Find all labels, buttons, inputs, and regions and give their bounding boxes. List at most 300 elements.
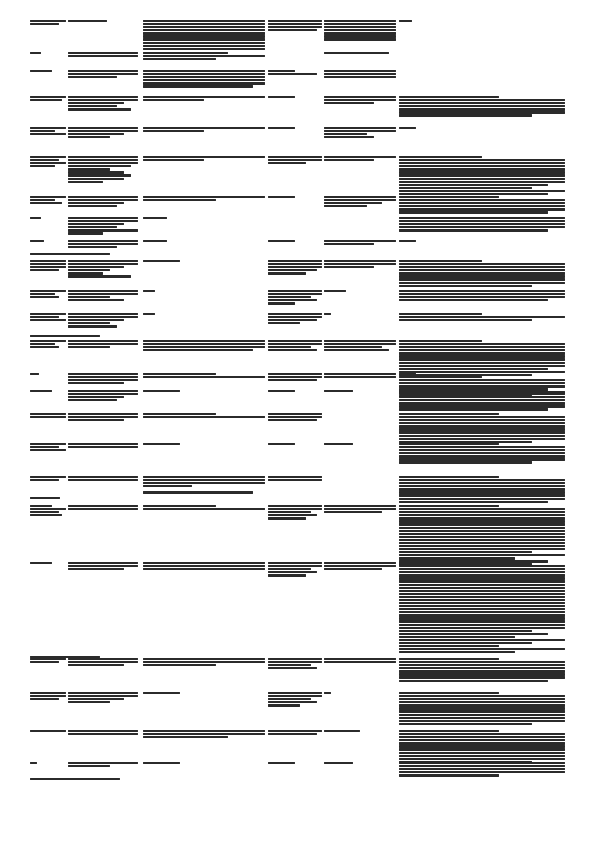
table-cell-c3 <box>143 443 265 446</box>
text-line <box>68 692 138 694</box>
text-line <box>399 673 565 675</box>
text-line <box>324 508 396 510</box>
text-line <box>30 416 66 418</box>
text-line <box>30 316 59 318</box>
text-line <box>268 299 317 301</box>
text-line <box>399 736 565 738</box>
table-cell-c2 <box>68 443 138 449</box>
table-cell-c1 <box>30 156 66 168</box>
text-line <box>268 479 322 481</box>
table-cell-c1 <box>30 313 66 322</box>
text-line <box>399 739 565 741</box>
text-line <box>30 313 66 315</box>
text-line <box>399 413 499 415</box>
text-line <box>268 413 322 415</box>
text-line <box>399 278 565 280</box>
text-line <box>399 438 565 440</box>
text-line <box>143 664 216 666</box>
text-line <box>399 168 565 170</box>
text-line <box>30 266 66 268</box>
text-line <box>143 508 265 510</box>
table-cell-c6 <box>399 340 565 377</box>
text-line <box>399 752 565 754</box>
text-line <box>324 23 396 25</box>
text-line <box>30 449 66 451</box>
text-line <box>68 661 138 663</box>
text-line <box>268 701 317 703</box>
text-line <box>399 658 499 660</box>
table-cell-c6 <box>399 692 565 726</box>
text-line <box>399 211 548 213</box>
table-cell-c2 <box>68 762 138 768</box>
text-line <box>143 240 167 242</box>
text-line <box>30 269 59 271</box>
text-line <box>399 99 565 101</box>
text-line <box>399 396 565 398</box>
table-cell-c3 <box>143 217 265 220</box>
text-line <box>30 695 66 697</box>
text-line <box>324 263 396 265</box>
table-cell-c4 <box>268 156 322 165</box>
text-line <box>143 73 265 75</box>
text-line <box>143 159 204 161</box>
text-line <box>68 565 138 567</box>
text-line <box>143 48 265 50</box>
table-cell-c4 <box>268 20 322 32</box>
table-cell-c1 <box>30 127 66 136</box>
table-cell-c5 <box>324 52 396 55</box>
text-line <box>143 156 265 158</box>
text-line <box>324 32 396 34</box>
text-line <box>399 692 499 694</box>
text-line <box>399 202 565 204</box>
text-line <box>399 184 548 186</box>
table-cell-c3 <box>143 476 265 494</box>
text-line <box>399 405 565 407</box>
text-line <box>399 296 565 298</box>
text-line <box>143 479 265 481</box>
table-cell-c2 <box>68 96 138 111</box>
text-line <box>268 313 322 315</box>
text-line <box>30 99 62 101</box>
text-line <box>30 658 66 660</box>
text-line <box>399 229 548 231</box>
text-line <box>68 479 138 481</box>
table-cell-c2 <box>68 290 138 302</box>
text-line <box>399 523 565 525</box>
text-line <box>268 20 322 22</box>
table-cell-c2 <box>68 413 138 422</box>
table-cell-c5 <box>324 443 396 446</box>
text-line <box>30 476 66 478</box>
text-line <box>68 319 124 321</box>
text-line <box>68 243 138 245</box>
table-cell-c3 <box>143 390 265 393</box>
text-line <box>399 508 565 510</box>
text-line <box>268 26 322 28</box>
text-line <box>68 379 138 381</box>
text-line <box>143 55 265 57</box>
text-line <box>324 692 331 694</box>
text-line <box>399 680 548 682</box>
table-cell-c2 <box>68 476 138 482</box>
text-line <box>399 419 565 421</box>
text-line <box>30 133 66 135</box>
text-line <box>143 505 216 507</box>
text-line <box>30 730 66 732</box>
table-cell-c6 <box>399 313 565 322</box>
text-line <box>399 452 565 454</box>
text-line <box>30 202 62 204</box>
table-cell-c1 <box>30 290 66 299</box>
table-cell-c2 <box>68 240 138 249</box>
text-line <box>30 390 52 392</box>
text-line <box>68 562 138 564</box>
table-cell-c6 <box>399 505 565 567</box>
text-line <box>399 443 499 445</box>
text-line <box>68 52 138 54</box>
text-line <box>268 343 322 345</box>
text-line <box>399 530 565 532</box>
text-line <box>399 565 565 567</box>
text-line <box>30 692 66 694</box>
text-line <box>68 376 138 378</box>
text-line <box>268 514 317 516</box>
table-cell-c4 <box>268 373 322 382</box>
text-line <box>30 165 55 167</box>
text-line <box>143 85 253 87</box>
text-line <box>268 240 295 242</box>
text-line <box>324 343 396 345</box>
text-line <box>399 536 565 538</box>
text-line <box>324 661 396 663</box>
text-line <box>399 627 565 629</box>
table-cell-c2 <box>68 313 138 328</box>
table-cell-c2 <box>68 505 138 511</box>
text-line <box>268 263 322 265</box>
text-line <box>399 494 565 496</box>
text-line <box>399 704 565 706</box>
text-line <box>399 539 565 541</box>
text-line <box>399 362 565 364</box>
text-line <box>268 565 322 567</box>
text-line <box>399 340 482 342</box>
text-line <box>143 196 265 198</box>
text-line <box>268 269 317 271</box>
text-line <box>399 762 565 764</box>
table-cell-c4 <box>268 390 322 393</box>
text-line <box>324 159 374 161</box>
text-line <box>30 20 66 22</box>
table-cell-c4 <box>268 413 322 422</box>
table-cell-c6 <box>399 217 565 232</box>
text-line <box>143 416 265 418</box>
text-line <box>30 290 66 292</box>
text-line <box>399 190 565 192</box>
text-line <box>399 385 565 387</box>
text-line <box>268 290 322 292</box>
table-cell-c5 <box>324 127 396 139</box>
table-cell-c4 <box>268 290 322 305</box>
text-line <box>143 476 265 478</box>
text-line <box>68 266 124 268</box>
text-line <box>399 733 565 735</box>
text-line <box>399 220 565 222</box>
text-line <box>399 633 548 635</box>
table-cell-c6 <box>399 127 565 130</box>
text-line <box>399 285 532 287</box>
table-cell-c5 <box>324 562 396 571</box>
text-line <box>143 562 265 564</box>
text-line <box>30 319 66 321</box>
text-line <box>399 349 565 351</box>
text-line <box>30 70 52 72</box>
table-cell-c3 <box>143 52 265 61</box>
text-line <box>268 70 295 72</box>
text-line <box>268 658 322 660</box>
text-line <box>68 695 138 697</box>
text-line <box>68 181 103 183</box>
table-cell-c6 <box>399 156 565 196</box>
table-cell-c4 <box>268 443 322 446</box>
text-line <box>143 82 265 84</box>
text-line <box>68 229 138 231</box>
text-line <box>68 223 124 225</box>
table-cell-c1 <box>30 240 66 243</box>
text-line <box>399 614 565 616</box>
text-line <box>268 296 311 298</box>
text-line <box>143 52 228 54</box>
table-cell-c2 <box>68 340 138 349</box>
text-line <box>324 505 396 507</box>
text-line <box>68 476 138 478</box>
text-line <box>68 299 124 301</box>
text-line <box>324 133 367 135</box>
text-line <box>399 208 565 210</box>
section-heading-line <box>30 335 100 337</box>
text-line <box>399 527 565 529</box>
text-line <box>143 42 265 44</box>
text-line <box>399 491 565 493</box>
text-line <box>268 443 295 445</box>
table-cell-c6 <box>399 562 565 654</box>
text-line <box>399 196 499 198</box>
table-cell-c5 <box>324 70 396 79</box>
table-cell-c6 <box>399 96 565 118</box>
text-line <box>399 720 565 722</box>
text-line <box>399 187 532 189</box>
table-cell-c1 <box>30 443 66 452</box>
text-line <box>143 217 167 219</box>
text-line <box>399 676 565 678</box>
text-line <box>268 692 322 694</box>
text-line <box>324 568 382 570</box>
text-line <box>30 698 59 700</box>
text-line <box>68 178 124 180</box>
text-line <box>399 545 565 547</box>
text-line <box>399 602 565 604</box>
text-line <box>143 485 192 487</box>
text-line <box>268 266 322 268</box>
table-cell-c3 <box>143 20 265 51</box>
text-line <box>68 390 138 392</box>
table-cell-c6 <box>399 762 565 777</box>
table-cell-c5 <box>324 156 396 162</box>
text-line <box>30 263 66 265</box>
text-line <box>30 514 62 516</box>
section-heading-line <box>30 778 120 780</box>
table-cell-c6 <box>399 196 565 214</box>
table-cell-c5 <box>324 730 396 733</box>
table-cell-c2 <box>68 390 138 402</box>
text-line <box>68 108 131 110</box>
text-line <box>68 133 124 135</box>
text-line <box>399 642 532 644</box>
text-line <box>143 96 265 98</box>
text-line <box>399 620 565 622</box>
text-line <box>399 114 532 116</box>
table-cell-c4 <box>268 240 322 243</box>
text-line <box>143 661 265 663</box>
text-line <box>399 533 565 535</box>
text-line <box>30 505 52 507</box>
table-cell-c3 <box>143 658 265 667</box>
text-line <box>268 733 317 735</box>
text-line <box>399 695 565 697</box>
table-cell-c2 <box>68 156 138 184</box>
table-cell-c1 <box>30 762 66 765</box>
text-line <box>68 217 138 219</box>
table-cell-c5 <box>324 762 396 765</box>
text-line <box>324 52 389 54</box>
text-line <box>30 346 59 348</box>
text-line <box>324 658 396 660</box>
text-line <box>399 431 565 433</box>
text-line <box>324 511 382 513</box>
text-line <box>399 240 416 242</box>
text-line <box>143 346 265 348</box>
text-line <box>399 313 482 315</box>
text-line <box>68 296 110 298</box>
text-line <box>143 413 216 415</box>
text-line <box>399 723 532 725</box>
text-line <box>143 730 265 732</box>
text-line <box>399 551 532 553</box>
text-line <box>399 352 565 354</box>
table-cell-c6 <box>399 413 565 444</box>
text-line <box>399 174 565 176</box>
text-line <box>68 396 124 398</box>
text-line <box>68 199 138 201</box>
text-line <box>68 171 124 173</box>
text-line <box>68 701 110 703</box>
text-line <box>268 340 322 342</box>
text-line <box>399 554 565 556</box>
text-line <box>399 449 565 451</box>
text-line <box>68 505 138 507</box>
text-line <box>268 568 311 570</box>
text-line <box>268 260 322 262</box>
text-line <box>143 26 265 28</box>
text-line <box>143 390 180 392</box>
text-line <box>268 667 317 669</box>
text-line <box>399 346 565 348</box>
text-line <box>30 373 39 375</box>
text-line <box>268 302 295 304</box>
table-cell-c2 <box>68 196 138 208</box>
text-line <box>399 373 416 375</box>
text-line <box>399 639 565 641</box>
text-line <box>324 340 396 342</box>
text-line <box>268 505 322 507</box>
table-cell-c3 <box>143 70 265 88</box>
text-line <box>30 296 59 298</box>
text-line <box>324 260 396 262</box>
text-line <box>268 698 311 700</box>
text-line <box>68 508 138 510</box>
text-line <box>399 365 565 367</box>
text-line <box>30 162 66 164</box>
table-cell-c3 <box>143 730 265 739</box>
text-line <box>324 762 353 764</box>
text-line <box>68 70 138 72</box>
text-line <box>143 313 155 315</box>
text-line <box>399 20 412 22</box>
table-cell-c2 <box>68 730 138 736</box>
text-line <box>30 159 59 161</box>
text-line <box>399 730 499 732</box>
text-line <box>68 102 124 104</box>
table-cell-c5 <box>324 340 396 352</box>
table-cell-c5 <box>324 260 396 269</box>
text-line <box>30 130 55 132</box>
text-line <box>68 419 124 421</box>
text-line <box>324 390 353 392</box>
text-line <box>399 742 565 744</box>
text-line <box>30 479 59 481</box>
text-line <box>399 768 565 770</box>
text-line <box>399 269 565 271</box>
text-line <box>399 596 565 598</box>
text-line <box>399 611 565 613</box>
text-line <box>68 130 138 132</box>
text-line <box>143 35 265 37</box>
text-line <box>324 196 396 198</box>
text-line <box>68 413 138 415</box>
text-line <box>30 127 66 129</box>
text-line <box>399 379 565 381</box>
text-line <box>324 205 367 207</box>
text-line <box>68 136 110 138</box>
text-line <box>399 217 565 219</box>
text-line <box>268 196 295 198</box>
text-line <box>68 346 110 348</box>
text-line <box>143 79 265 81</box>
table-cell-c3 <box>143 96 265 102</box>
text-line <box>143 32 265 34</box>
text-line <box>399 425 565 427</box>
text-line <box>324 266 374 268</box>
text-line <box>268 29 317 31</box>
text-line <box>399 758 565 760</box>
text-line <box>399 514 565 516</box>
text-line <box>399 422 565 424</box>
text-line <box>399 162 565 164</box>
text-line <box>324 127 396 129</box>
text-line <box>324 73 396 75</box>
table-cell-c5 <box>324 290 396 293</box>
table-cell-c5 <box>324 390 396 393</box>
